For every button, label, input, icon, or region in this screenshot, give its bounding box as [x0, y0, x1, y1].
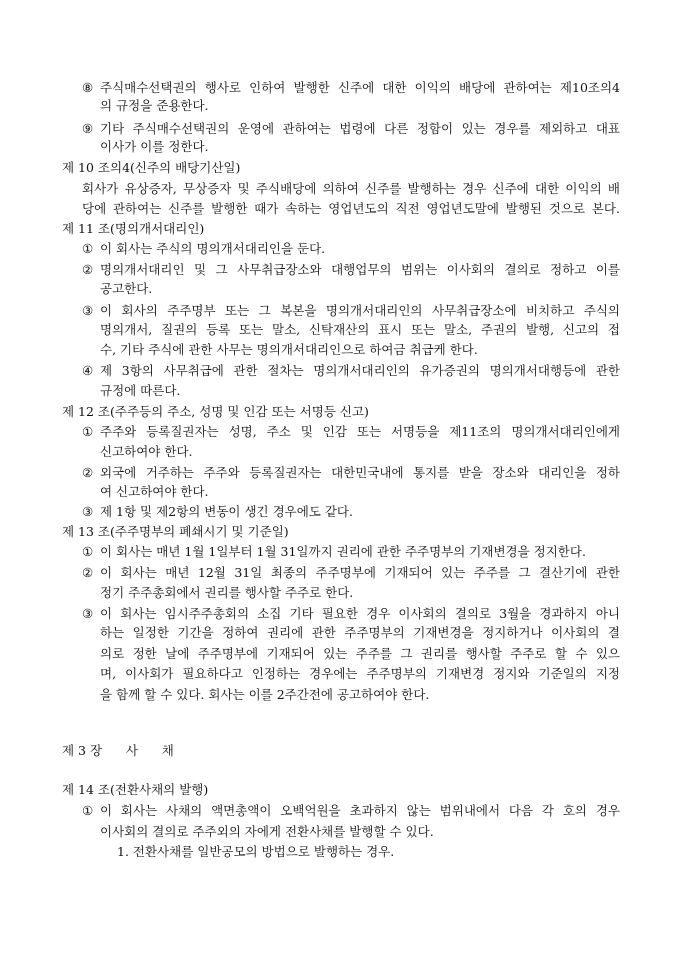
paragraph-line [82, 302, 620, 320]
paragraph-marker: ① [82, 544, 94, 559]
paragraph-line [82, 605, 620, 623]
article-heading: 제 12 조(주주등의 주소, 성명 및 인감 또는 서명등 신고) [62, 404, 369, 419]
paragraph-line [82, 464, 620, 482]
article-heading: 제 10 조의4(신주의 배당기산일) [62, 160, 241, 175]
paragraph-marker: ① [82, 241, 94, 256]
paragraph-continuation: 하는 일정한 기간을 정하여 권리에 관한 주주명부의 기재변경을 정지하거나 이사회의 결 [100, 625, 620, 640]
paragraph-continuation: 정기 주주총회에서 권리를 행사할 주주로 한다. [100, 585, 354, 600]
paragraph-continuation: 을 함께 할 수 있다. 회사는 이를 2주간전에 공고하여야 한다. [100, 687, 430, 702]
article-heading: 제 11 조(명의개서대리인) [62, 221, 205, 236]
clause-text: 외국에 거주하는 주주와 등록질권자는 대한민국내에 통지를 받을 장소와 대리인을 정하 [100, 465, 620, 480]
paragraph-marker: ⑧ [82, 80, 94, 95]
paragraph-continuation: 수, 기타 주식에 관한 사무는 명의개서대리인으로 하여금 취급케 한다. [100, 342, 478, 357]
clause-text: 제 1항 및 제2항의 변동이 생긴 경우에도 같다. [100, 504, 353, 519]
clause-text: 주주와 등록질권자는 성명, 주소 및 인감 또는 서명등을 제11조의 명의개서대리인에게 [100, 424, 620, 439]
paragraph-continuation: 규정에 따른다. [100, 383, 181, 398]
clause-text: 이 회사는 매년 12월 31일 최종의 주주명부에 기재되어 있는 주주를 그 결산기에 관한 [100, 565, 620, 580]
paragraph-continuation: 며, 이사회가 필요하다고 인정하는 경우에는 주주명부의 기재변경 정지와 기준일의 지정 [100, 666, 620, 681]
paragraph-line [82, 423, 620, 441]
paragraph-continuation: 공고한다. [100, 281, 153, 296]
paragraph-marker: ③ [82, 303, 94, 318]
clause-text: 이 회사는 사채의 액면총액이 오백억원을 초과하지 않는 범위내에서 다음 각 호의 경우 [100, 803, 620, 818]
numbered-item: 1. 전환사채를 일반공모의 방법으로 발행하는 경우. [117, 844, 395, 859]
clause-text: 기타 주식매수선택권의 운영에 관하여는 법령에 다른 정함이 있는 경우를 제외하고 대표 [100, 121, 620, 136]
paragraph-8-line [82, 79, 620, 97]
paragraph-marker: ② [82, 262, 94, 277]
paragraph-marker: ③ [82, 606, 94, 621]
paragraph-marker: ③ [82, 504, 94, 519]
paragraph-marker: ④ [82, 363, 94, 378]
paragraph-continuation: 신고하여야 한다. [100, 444, 193, 459]
paragraph-marker: ① [82, 424, 94, 439]
paragraph-marker: ② [82, 565, 94, 580]
clause-text: 이 회사의 주주명부 또는 그 복본을 명의개서대리인의 사무취급장소에 비치하고 주식의 [100, 303, 620, 318]
clause-text: 이 회사는 매년 1월 1일부터 1월 31일까지 권리에 관한 주주명부의 기재변경을 정지한다. [100, 544, 586, 559]
article-heading: 제 14 조(전환사채의 발행) [62, 782, 209, 797]
paragraph-line [82, 362, 620, 380]
paragraph-line [82, 543, 586, 561]
paragraph-continuation: 명의개서, 질권의 등록 또는 말소, 신탁재산의 표시 또는 말소, 주권의 발행, 신고의 접 [100, 322, 620, 337]
clause-text: 이 회사는 임시주주총회의 소집 기타 필요한 경우 이사회의 결의로 3월을 경과하지 아니 [100, 606, 620, 621]
paragraph-line [82, 240, 325, 258]
paragraph-9-line [82, 120, 620, 138]
clause-text: 주식매수선택권의 행사로 인하여 발행한 신주에 대한 이익의 배당에 관하여는 제10조의4 [100, 80, 620, 95]
paragraph-line [82, 802, 620, 820]
paragraph-marker: ⑨ [82, 121, 94, 136]
paragraph-continuation: 여 신고하여야 한다. [100, 484, 209, 499]
clause-text: 제 3항의 사무취급에 관한 절차는 명의개서대리인의 유가증권의 명의개서대행등에 관한 [100, 363, 620, 378]
paragraph-continuation: 이사회의 결의로 주주외의 자에게 전환사채를 발행할 수 있다. [100, 824, 434, 839]
paragraph-line [82, 564, 620, 582]
paragraph-line [82, 503, 353, 521]
paragraph-marker: ① [82, 803, 94, 818]
paragraph-marker: ② [82, 465, 94, 480]
article-body-line: 회사가 유상증자, 무상증자 및 주식배당에 의하여 신주를 발행하는 경우 신주에 대한 이익의 배 [82, 181, 620, 196]
paragraph-line [82, 261, 620, 279]
article-body-line: 당에 관하여는 신주를 발행한 때가 속하는 영업년도의 직전 영업년도말에 발행된 것으로 본다. [82, 201, 620, 216]
clause-text: 명의개서대리인 및 그 사무취급장소와 대행업무의 범위는 이사회의 결의로 정하고 이를 [100, 262, 620, 277]
clause-text: 이 회사는 주식의 명의개서대리인을 둔다. [100, 241, 326, 256]
paragraph-continuation: 의로 정한 날에 주주명부에 기재되어 있는 주주를 그 권리를 행사할 주주로 할 수 있으 [100, 646, 620, 661]
paragraph-8-continuation: 의 규정을 준용한다. [100, 98, 209, 113]
paragraph-9-continuation: 이사가 이를 정한다. [100, 139, 209, 154]
chapter-heading: 제 3 장 사 채 [62, 743, 174, 758]
article-heading: 제 13 조(주주명부의 폐쇄시기 및 기준일) [62, 524, 289, 539]
